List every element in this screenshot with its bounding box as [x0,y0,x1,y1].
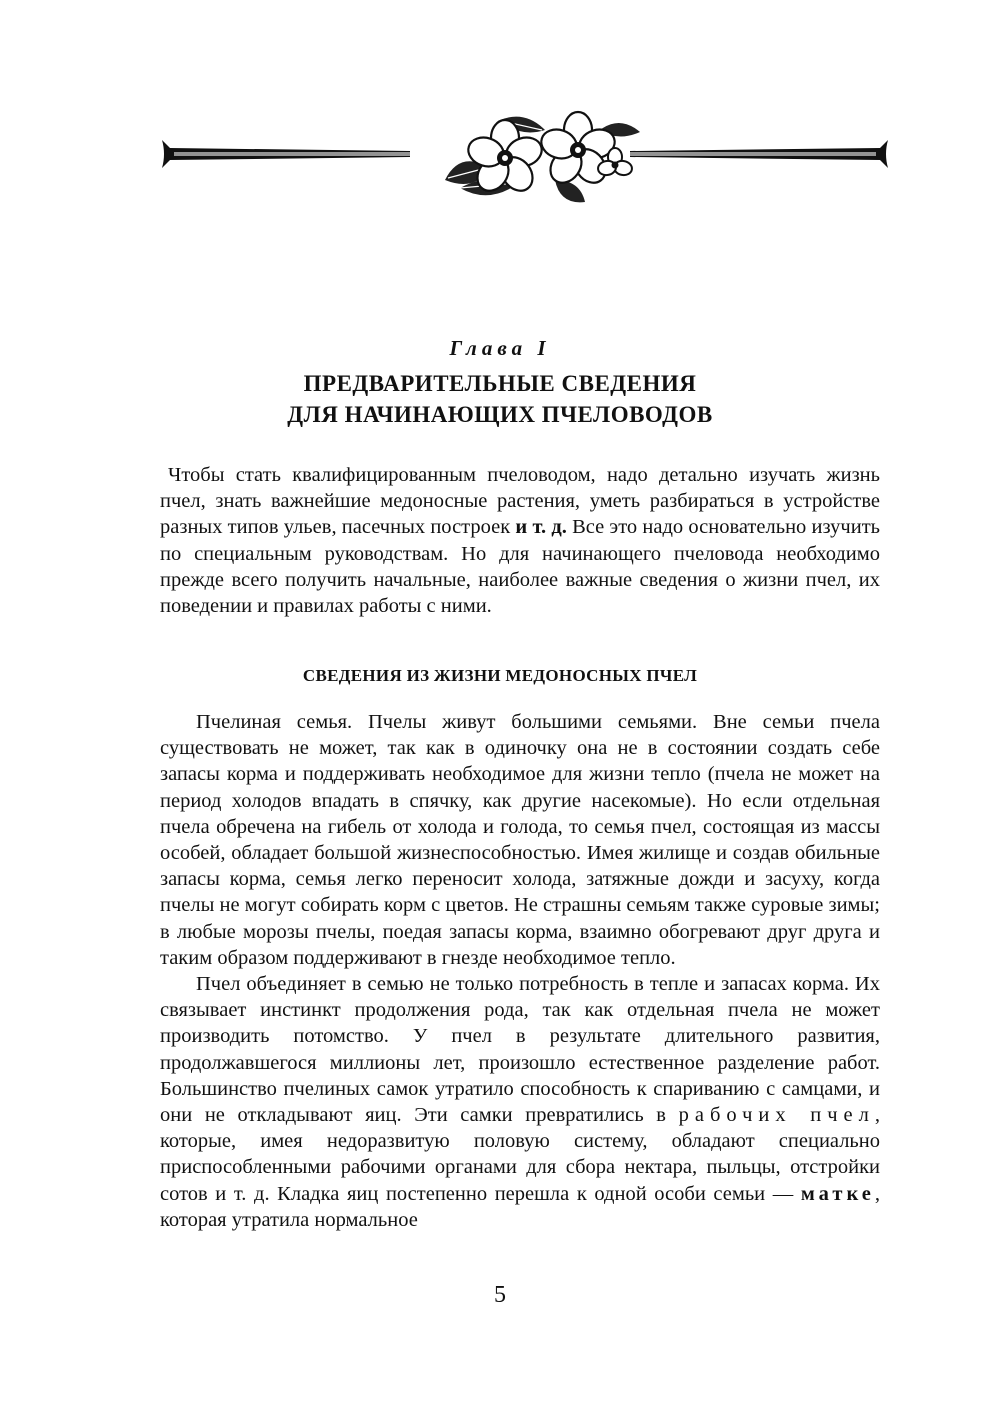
floral-ornament [160,110,890,210]
intro-bold-abbreviation: и т. д. [515,516,567,539]
paragraph-2-text-3: , которая утратила нормальное [160,1182,880,1231]
body-paragraph-1: Пчелиная семья. Пчелы живут большими семьями. Вне семьи пчела существовать не может, так как в одиночку она не в состоянии создать себе запасы корма и поддерживать необходимое для жизни тепло (пчела не может на период холодов впадать в спячку, как другие насекомые). Но если отдельная пчела обречена на гибель от холода и голода, то семья пчел, состоящая из массы особей, обладает большой жизнеспособностью. Имея жилище и создав обильные запасы корма, семья легко переносит холода, затяжные дожди и засуху, когда пчелы не могут собирать корм с цветов. Не страшны семьям также суровые зимы; в любые морозы пчелы, поедая запасы корма, взаимно обогревают друг друга и таким образом поддерживают в гнезде необходимое тепло. [160,711,880,969]
body-paragraph-2 [160,971,880,1233]
chapter-title-line-2: ДЛЯ НАЧИНАЮЩИХ ПЧЕЛОВОДОВ [287,402,713,427]
emphasis-worker-bees: рабочих пчел [678,1104,875,1127]
chapter-title [0,368,1000,430]
chapter-label: Глава I [449,336,551,360]
intro-text-end: Все это надо основательно изучить по специальным руководствам. Но для начинающего пчеловода необходимо прежде всего получить начальные, наиболее важные сведения о жизни пчел, их поведении и правилах работы с ними. [160,516,880,618]
section-heading: СВЕДЕНИЯ ИЗ ЖИЗНИ МЕДОНОСНЫХ ПЧЕЛ [302,666,698,685]
page-number: 5 [494,1282,506,1308]
intro-paragraph [160,462,880,619]
emphasis-queen: матке [800,1182,875,1205]
paragraph-2-text-1: Пчел объединяет в семью не только потребность в тепле и запасах корма. Их связывает инстинкт продолжения рода, так как отдельная пчела не может производить потомство. У пчел в результате длительного развития, продолжавшегося миллионы лет, произошло естественное разделение работ. Большинство пчелиных самок утратило способность к спариванию с самцами, и они не откладывают яиц. Эти самки превратились в [160,973,880,1127]
body-text [160,709,880,1233]
chapter-title-line-1: ПРЕДВАРИТЕЛЬНЫЕ СВЕДЕНИЯ [303,371,697,396]
intro-text-start: Чтобы стать квалифицированным пчеловодом, надо детально изучать жизнь пчел, знать важнейшие медоносные растения, уметь разбираться в устройстве разных типов ульев, пасечных построек [160,464,880,539]
paragraph-2-text-2: , которые, имея недоразвитую половую систему, обладают специально приспособленными рабочими органами для сбора нектара, пыльцы, отстройки сотов и т. д. Кладка яиц постепенно перешла к одной особи семьи — [160,1104,881,1205]
